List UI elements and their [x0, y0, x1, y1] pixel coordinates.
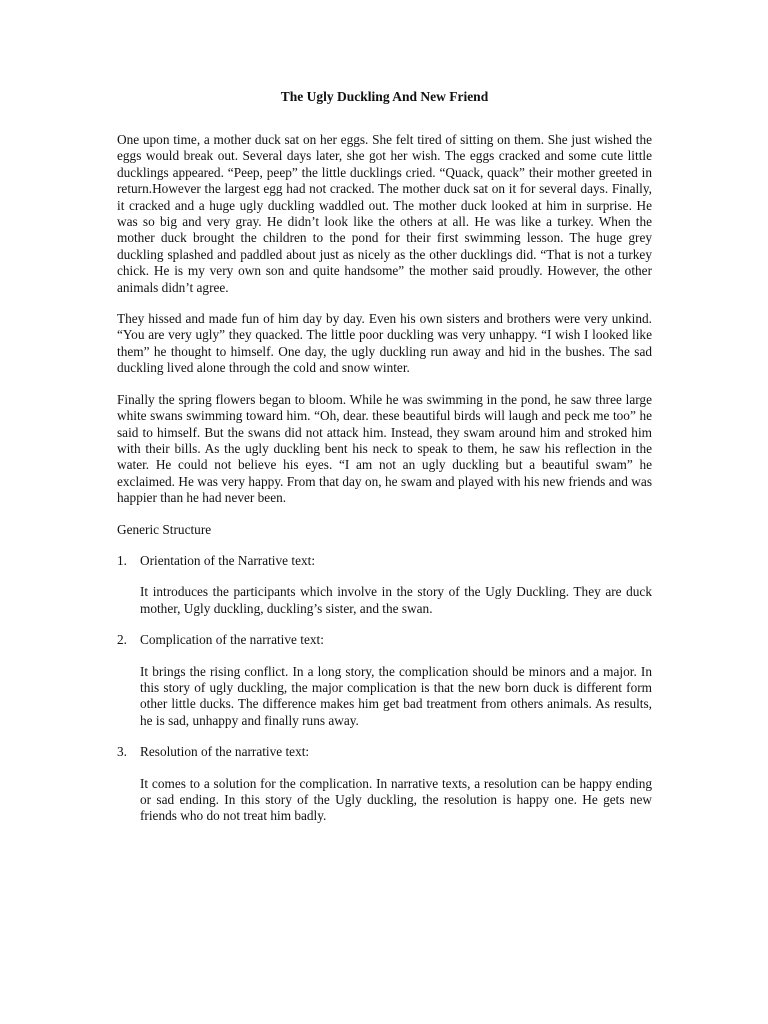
list-number: 1. [117, 552, 127, 568]
structure-item-heading: Orientation of the Narrative text: [140, 552, 316, 568]
story-paragraph-3: Finally the spring flowers began to bloom. While he was swimming in the pond, he saw three large white swans swimming toward him. “Oh, dear. these beautiful birds will laugh and peck me too” he said to himself. But the swans did not attack him. Instead, they swam around him and stroked him with their bills. As the ugly duckling bent his neck to speak to them, he saw his reflection in the water. He could not believe his eyes. “I am not an ugly duckling but a beautiful swam” he exclaimed. He was very happy. From that day on, he swam and played with his new friends and was happier than he had never been. [117, 391, 652, 506]
structure-item-description: It brings the rising conflict. In a long story, the complication should be minors and a major. In this story of ugly duckling, the major complication is that the new born duck is different form other little ducks. The difference makes him get bad treatment from others animals. As results, he is sad, unhappy and finally runs away. [140, 663, 652, 728]
story-paragraph-2: They hissed and made fun of him day by day. Even his own sisters and brothers were very unkind. “You are very ugly” they quacked. The little poor duckling was very unhappy. “I wish I looked like them” he thought to himself. One day, the ugly duckling run away and hid in the bushes. The sad duckling lived alone through the cold and snow winter. [117, 311, 652, 376]
structure-item-heading: Complication of the narrative text: [140, 632, 324, 648]
structure-item-header [117, 632, 652, 648]
document-title: The Ugly Duckling And New Friend [280, 89, 489, 104]
structure-item-orientation [117, 553, 652, 617]
structure-item-complication [117, 632, 652, 729]
list-number: 3. [117, 744, 127, 760]
structure-item-resolution [117, 744, 652, 825]
structure-item-description: It introduces the participants which involve in the story of the Ugly Duckling. They are duck mother, Ugly duckling, duckling’s sister, and the swan. [140, 584, 652, 616]
generic-structure-heading: Generic Structure [117, 521, 212, 537]
story-paragraph-1: One upon time, a mother duck sat on her eggs. She felt tired of sitting on them. She just wished the eggs would break out. Several days later, she got her wish. The eggs cracked and some cute little ducklings appeared. “Peep, peep” the little ducklings cried. “Quack, quack” their mother greeted in return.However the largest egg had not cracked. The mother duck sat on it for several days. Finally, it cracked and a huge ugly duckling waddled out. The mother duck looked at him in surprise. He was so big and very gray. He didn’t look like the others at all. He was like a turkey. When the mother duck brought the children to the pond for their first swimming lesson. The huge grey duckling splashed and paddled about just as nicely as the other ducklings did. “That is not a turkey chick. He is my very own son and quite handsome” the mother said proudly. However, the other animals didn’t agree. [117, 132, 652, 295]
structure-item-header [117, 553, 652, 569]
document-page [117, 88, 652, 840]
structure-list [117, 553, 652, 825]
list-number: 2. [117, 632, 127, 648]
structure-item-heading: Resolution of the narrative text: [140, 744, 310, 760]
structure-item-description: It comes to a solution for the complication. In narrative texts, a resolution can be happy ending or sad ending. In this story of the Ugly duckling, the resolution is happy one. He gets new friends who do not treat him badly. [140, 775, 652, 824]
structure-item-header [117, 744, 652, 760]
